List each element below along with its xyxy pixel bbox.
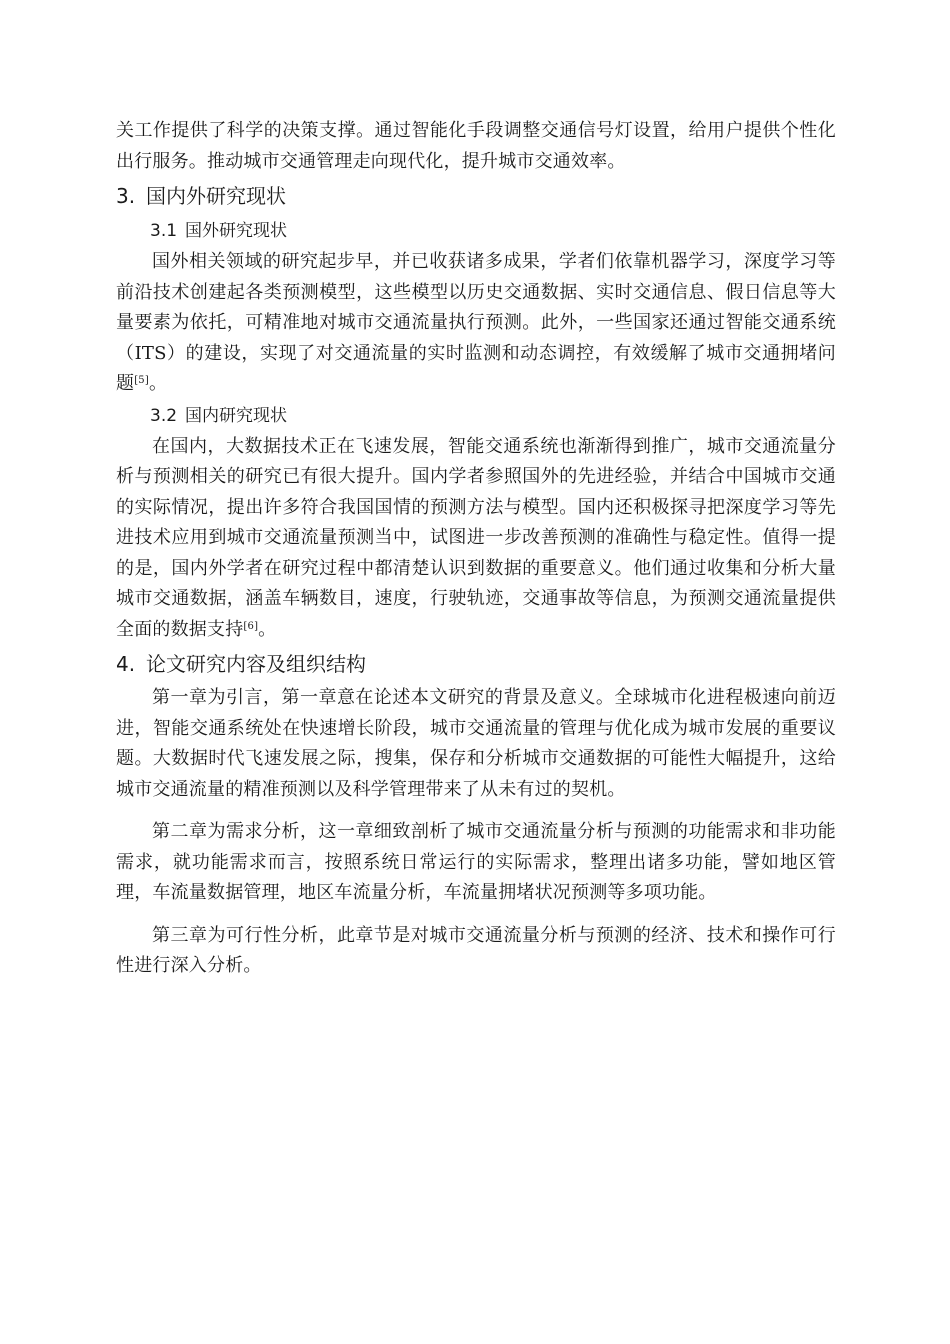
section-3-2-text: 在国内，大数据技术正在飞速发展，智能交通系统也渐渐得到推广，城市交通流量分析与预测相关的研究已有很大提升。国内学者参照国外的先进经验，并结合中国城市交通的实际情况，提出许多符合我国国情的预测方法与模型。国内还积极探寻把深度学习等先进技术应用到城市交通流量预测当中，试图进一步改善预测的准确性与稳定性。值得一提的是，国内外学者在研究过程中都清楚认识到数据的重要意义。他们通过收集和分析大量城市交通数据，涵盖车辆数目，速度，行驶轨迹，交通事故等信息，为预测交通流量提供全面的数据支持 — [116, 435, 836, 640]
section-3-1-number: 3.1 — [150, 221, 178, 241]
section-3-2-number: 3.2 — [150, 405, 178, 426]
citation-5: [5] — [134, 375, 149, 386]
section-3-2-end: 。 — [258, 618, 277, 640]
section-4-heading — [116, 645, 836, 683]
section-3-number: 3. — [116, 184, 136, 208]
section-4-number: 4. — [116, 652, 136, 676]
section-3-2-heading — [116, 400, 836, 432]
page-body — [116, 116, 836, 982]
section-3-1-heading — [116, 215, 836, 247]
chapter-1-paragraph: 第一章为引言，第一章意在论述本文研究的背景及意义。全球城市化进程极速向前迈进，智能交通系统处在快速增长阶段，城市交通流量的管理与优化成为城市发展的重要议题。大数据时代飞速发展之际，搜集，保存和分析城市交通数据的可能性大幅提升，这给城市交通流量的精准预测以及科学管理带来了从未有过的契机。 — [116, 687, 836, 800]
section-3-1-title: 国外研究现状 — [185, 221, 288, 241]
section-3-2-paragraph — [116, 432, 836, 646]
section-3-1-text: 国外相关领域的研究起步早，并已收获诸多成果，学者们依靠机器学习，深度学习等前沿技术创建起各类预测模型，这些模型以历史交通数据、实时交通信息、假日信息等大量要素为依托，可精准地对城市交通流量执行预测。此外，一些国家还通过智能交通系统（ITS）的建设，实现了对交通流量的实时监测和动态调控，有效缓解了城市交通拥堵问题 — [116, 251, 836, 394]
section-3-heading — [116, 177, 836, 215]
chapter-3-paragraph: 第三章为可行性分析，此章节是对城市交通流量分析与预测的经济、技术和操作可行性进行深入分析。 — [116, 924, 836, 976]
chapter-2-paragraph: 第二章为需求分析，这一章细致剖析了城市交通流量分析与预测的功能需求和非功能需求，就功能需求而言，按照系统日常运行的实际需求，整理出诸多功能，譬如地区管理，车流量数据管理，地区车流量分析，车流量拥堵状况预测等多项功能。 — [116, 821, 836, 903]
citation-6: [6] — [243, 620, 259, 632]
intro-paragraph: 关工作提供了科学的决策支撑。通过智能化手段调整交通信号灯设置，给用户提供个性化出行服务。推动城市交通管理走向现代化，提升城市交通效率。 — [116, 120, 836, 172]
section-4-title: 论文研究内容及组织结构 — [146, 652, 366, 676]
section-3-1-end: 。 — [148, 373, 168, 394]
section-3-1-paragraph — [116, 247, 836, 400]
section-3-title: 国内外研究现状 — [146, 184, 286, 208]
section-3-2-title: 国内研究现状 — [185, 405, 288, 426]
